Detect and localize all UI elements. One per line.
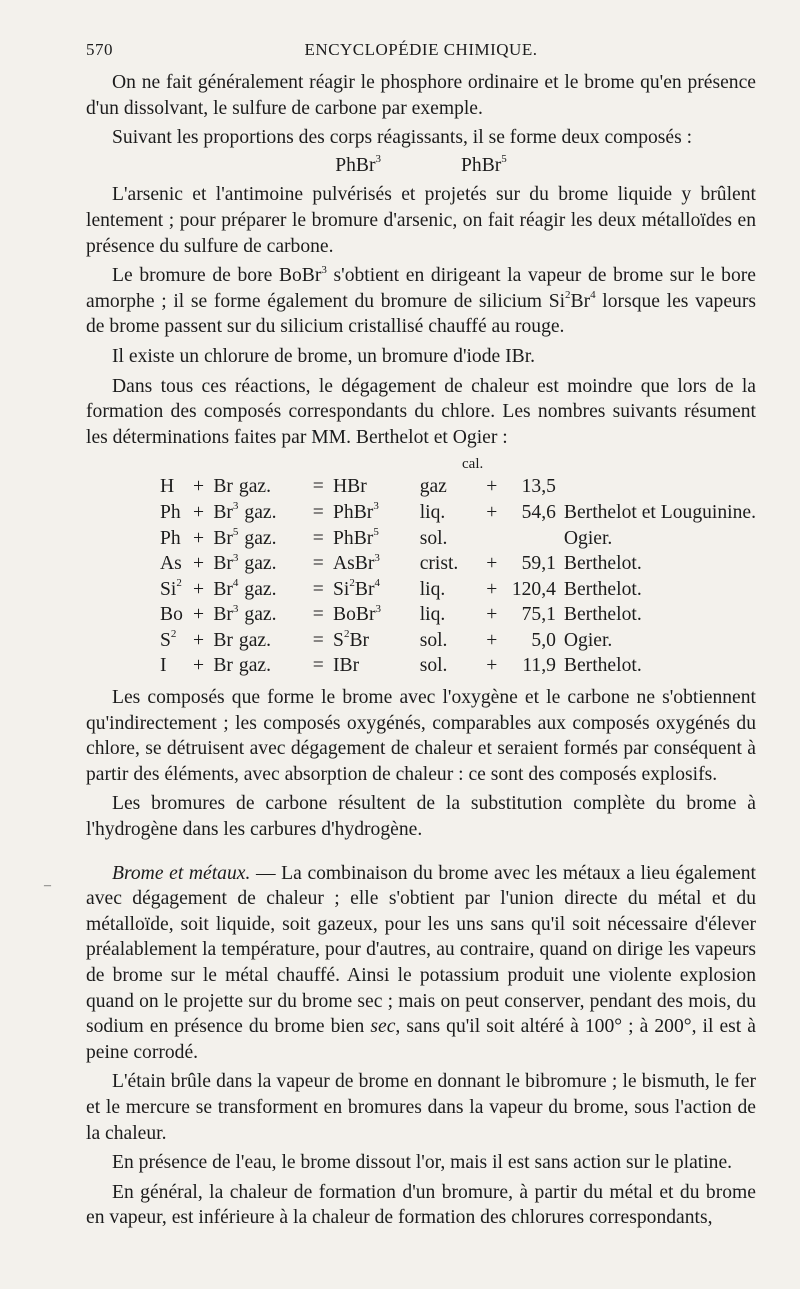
text-run: +: [486, 553, 498, 575]
text-run: PhBr: [333, 527, 374, 549]
text-run: +: [193, 655, 205, 677]
text-run: 59,1: [521, 553, 556, 575]
state-cell: [420, 526, 479, 552]
paragraph: En présence de l'eau, le brome dissout l'or, mais il est sans action sur le platine.: [112, 1152, 733, 1174]
text-run: 11,9: [522, 655, 556, 677]
equals-cell: [304, 526, 333, 552]
table-row: [160, 526, 756, 552]
text-run: Le bromure de bore BoBr: [112, 265, 322, 287]
text-run: Br: [570, 290, 591, 312]
element-cell: [160, 653, 184, 679]
sup: 4: [232, 577, 239, 590]
author-cell: [564, 526, 756, 552]
value-cell: [505, 551, 564, 577]
margin-mark: –: [44, 878, 51, 893]
element-cell: [160, 551, 184, 577]
text-run: , sans qu'il soit altéré à 100° ; à 200°, il est à peine corrodé.: [86, 1016, 756, 1063]
text-run: Berthelot.: [563, 604, 642, 626]
author-cell: [564, 653, 756, 679]
text-run: BoBr: [333, 604, 376, 626]
paragraph: Les bromures de carbone résultent de la substitution complète du brome à l'hydrogène dans les carbures d'hydrogène.: [86, 793, 756, 841]
text-run: Si: [333, 578, 350, 600]
state-cell: [420, 577, 479, 603]
running-title: ENCYCLOPÉDIE CHIMIQUE.: [304, 40, 538, 59]
text-run: crist.: [419, 553, 459, 575]
paragraph: L'arsenic et l'antimoine pulvérisés et projetés sur du brome liquide y brûlent lentement ; pour préparer le bromure d'arsenic, on fait réagir les deux métalloïdes en présence du sulfure de carbone.: [86, 184, 756, 257]
reagent-cell: [213, 602, 303, 628]
sup: 5: [232, 525, 239, 538]
text-run: S: [333, 629, 344, 651]
text-run: Ogier.: [563, 527, 613, 549]
text-run: lorsque les vapeurs de brome passent sur du silicium cristallisé chauffé au rouge.: [86, 290, 757, 338]
text-run: 120,4: [511, 578, 556, 600]
text-run: As: [160, 553, 182, 575]
sup: 2: [170, 628, 177, 641]
product-cell: [333, 551, 420, 577]
text-run: sol.: [419, 655, 448, 677]
text-run: =: [312, 604, 324, 626]
text-run: gaz: [419, 476, 447, 498]
reagent-cell: [213, 628, 303, 654]
state-cell: [420, 602, 479, 628]
author-cell: [564, 628, 756, 654]
text-run: =: [312, 501, 324, 523]
sup: 4: [374, 577, 380, 590]
sup: 2: [349, 577, 355, 590]
plus-cell: [184, 474, 213, 500]
sup: 3: [321, 263, 327, 276]
sup: 4: [590, 289, 596, 302]
author-cell: [564, 551, 756, 577]
text-run: Br: [349, 629, 370, 651]
text-run: +: [486, 655, 498, 677]
sup: 2: [343, 628, 350, 641]
state-cell: [420, 474, 479, 500]
text-run: Br: [213, 476, 233, 498]
page-header: [86, 40, 756, 64]
plus-cell: [184, 526, 213, 552]
sup: 3: [373, 500, 379, 513]
sup: 3: [375, 602, 381, 615]
text-run: =: [312, 527, 324, 549]
table-row: [160, 577, 756, 603]
element-cell: [160, 526, 184, 552]
text-run: gaz.: [244, 604, 277, 626]
state-cell: [420, 500, 479, 526]
text-run: =: [312, 476, 324, 498]
formula: [335, 153, 381, 179]
product-cell: [333, 602, 420, 628]
formula-line: [86, 153, 756, 179]
text-run: gaz.: [238, 655, 271, 677]
sign-cell: [479, 602, 505, 628]
formula-sup: 5: [501, 153, 507, 166]
text-run: gaz.: [238, 629, 271, 651]
paragraph: Les composés que forme le brome avec l'oxygène et le carbone ne s'obtiennent qu'indirectement ; les composés oxygénés, comparables aux composés oxygénés du chlore, se détruisent avec dégagement de chaleur et seraient formés par conséquent à partir des éléments, avec absorption de chaleur : ce sont des composés explosifs.: [86, 687, 756, 785]
value-cell: [505, 577, 564, 603]
formula-sup: 3: [375, 153, 381, 166]
thermochemistry-table: [160, 474, 756, 679]
sign-cell: [479, 474, 505, 500]
text-run: Berthelot.: [563, 655, 642, 677]
product-cell: [333, 526, 420, 552]
reagent-cell: [213, 551, 303, 577]
element-cell: [160, 500, 184, 526]
text-run: s'obtient en dirigeant la vapeur de brome sur le bore amorphe ; il se forme également du bromure de silicium Si: [86, 265, 756, 312]
text-run: liq.: [419, 578, 446, 600]
italic-word: sec: [370, 1016, 396, 1038]
text-run: +: [193, 629, 205, 651]
sign-cell: [479, 551, 505, 577]
plus-cell: [184, 577, 213, 603]
value-cell: [505, 500, 564, 526]
text-run: Bo: [160, 604, 183, 626]
text-run: — La combinaison du brome avec les métaux a lieu également avec dégagement de chaleur ; elle s'obtient par l'union directe du métal et du métalloïde, soit liquide, soit gazeux, pour les uns sans qu'il soit nécessaire d'élever préalablement la température, pour d'autres, au contraire, quand on dirige les vapeurs de brome sur le métal chauffé. Ainsi le potassium produit une violente explosion quand on le projette sur du brome sec ; mais on peut conserver, pendant des mois, du sodium en présence du brome bien: [86, 862, 756, 1038]
text-run: IBr: [333, 655, 360, 677]
paragraph: En général, la chaleur de formation d'un bromure, à partir du métal et du brome en vapeur, est inférieure à la chaleur de formation des chlorures correspondants,: [86, 1181, 756, 1229]
text-run: Berthelot.: [563, 578, 642, 600]
author-cell: [564, 602, 756, 628]
reagent-cell: [213, 577, 303, 603]
text-run: Br: [213, 578, 233, 600]
text-run: +: [486, 501, 498, 523]
paragraph: [86, 263, 756, 340]
unit-label: cal.: [462, 456, 484, 473]
sup: 3: [232, 551, 239, 564]
text-run: I: [160, 655, 167, 677]
reagent-cell: [213, 653, 303, 679]
author-cell: [564, 500, 756, 526]
author-cell: [564, 577, 756, 603]
equals-cell: [304, 602, 333, 628]
state-cell: [420, 628, 479, 654]
paragraph: On ne fait généralement réagir le phosphore ordinaire et le brome qu'en présence d'un dissolvant, le sulfure de carbone par exemple.: [86, 72, 756, 119]
text-run: Berthelot.: [563, 553, 642, 575]
paragraph: [86, 861, 756, 1066]
product-cell: [333, 577, 420, 603]
table-row: [160, 653, 756, 679]
product-cell: [333, 500, 420, 526]
product-cell: [333, 653, 420, 679]
sign-cell: [479, 500, 505, 526]
table-row: [160, 602, 756, 628]
text-run: PhBr: [333, 501, 374, 523]
plus-cell: [184, 628, 213, 654]
formula-base: PhBr: [461, 154, 502, 176]
text-run: +: [193, 604, 205, 626]
text-run: Ph: [160, 501, 181, 523]
sign-cell: [479, 577, 505, 603]
text-run: Br: [213, 604, 233, 626]
text-run: sol.: [419, 527, 448, 549]
sign-cell: [479, 653, 505, 679]
text-run: Br: [213, 527, 233, 549]
sup: 2: [176, 577, 182, 590]
text-run: 54,6: [521, 501, 556, 523]
reagent-cell: [213, 474, 303, 500]
sup: 5: [373, 525, 379, 538]
plus-cell: [184, 653, 213, 679]
text-run: 13,5: [521, 476, 556, 498]
paragraph: Il existe un chlorure de brome, un bromure d'iode IBr.: [112, 345, 536, 367]
text-run: Br: [213, 553, 233, 575]
text-run: Si: [160, 578, 177, 600]
text-run: Br: [213, 501, 233, 523]
text-run: +: [486, 578, 498, 600]
text-run: =: [312, 578, 324, 600]
element-cell: [160, 474, 184, 500]
text-run: gaz.: [238, 476, 271, 498]
text-run: =: [312, 655, 324, 677]
text-run: sol.: [419, 629, 448, 651]
text-run: liq.: [419, 604, 446, 626]
text-run: gaz.: [244, 501, 277, 523]
table-row: [160, 628, 756, 654]
text-run: Br: [213, 655, 233, 677]
text-run: +: [193, 553, 205, 575]
text-run: gaz.: [244, 553, 277, 575]
table-row: [160, 551, 756, 577]
state-cell: [420, 551, 479, 577]
value-cell: [505, 628, 564, 654]
value-cell: [505, 602, 564, 628]
equals-cell: [304, 653, 333, 679]
element-cell: [160, 602, 184, 628]
element-cell: [160, 628, 184, 654]
text-run: S: [160, 629, 171, 651]
product-cell: [333, 474, 420, 500]
plus-cell: [184, 500, 213, 526]
text-run: +: [486, 476, 498, 498]
equals-cell: [304, 628, 333, 654]
text-run: +: [486, 604, 498, 626]
formula: [461, 153, 507, 179]
formula-base: PhBr: [335, 154, 376, 176]
text-run: =: [312, 553, 324, 575]
equals-cell: [304, 551, 333, 577]
table-row: [160, 474, 756, 500]
sign-cell: [479, 628, 505, 654]
sup: 3: [232, 500, 239, 513]
product-cell: [333, 628, 420, 654]
sup: 3: [232, 602, 239, 615]
text-run: AsBr: [333, 553, 375, 575]
text-run: H: [160, 476, 175, 498]
equals-cell: [304, 474, 333, 500]
paragraph: L'étain brûle dans la vapeur de brome en donnant le bibromure ; le bismuth, le fer et le mercure se transforment en bromures dans la vapeur du brome, sous l'action de la chaleur.: [86, 1071, 756, 1144]
author-cell: [564, 474, 756, 500]
body-text: [86, 70, 756, 1231]
sup: 3: [374, 551, 380, 564]
text-run: +: [193, 501, 205, 523]
paragraph: Dans tous ces réactions, le dégagement de chaleur est moindre que lors de la formation des composés correspondants du chlore. Les nombres suivants résument les déterminations faites par MM. Berthelot et Ogier :: [86, 375, 756, 448]
page-number: 570: [86, 40, 113, 59]
sup: 2: [565, 289, 571, 302]
text-run: gaz.: [244, 527, 277, 549]
text-run: 5,0: [531, 629, 556, 651]
text-run: Berthelot et Louguinine.: [563, 501, 756, 523]
equals-cell: [304, 577, 333, 603]
equals-cell: [304, 500, 333, 526]
text-run: HBr: [333, 476, 367, 498]
text-run: gaz.: [244, 578, 277, 600]
text-run: Ogier.: [563, 629, 613, 651]
paragraph: Suivant les proportions des corps réagissants, il se forme deux composés :: [112, 127, 693, 149]
reagent-cell: [213, 500, 303, 526]
text-run: Br: [213, 629, 233, 651]
value-cell: [505, 474, 564, 500]
section-heading-italic: Brome et métaux.: [112, 862, 251, 884]
plus-cell: [184, 551, 213, 577]
text-run: +: [193, 527, 205, 549]
text-run: +: [193, 476, 205, 498]
value-cell: [505, 526, 564, 552]
text-run: Br: [354, 578, 375, 600]
table-row: [160, 500, 756, 526]
sign-cell: [479, 526, 505, 552]
element-cell: [160, 577, 184, 603]
text-run: +: [486, 629, 498, 651]
text-run: 75,1: [521, 604, 556, 626]
value-cell: [505, 653, 564, 679]
plus-cell: [184, 602, 213, 628]
reagent-cell: [213, 526, 303, 552]
text-run: =: [312, 629, 324, 651]
text-run: Ph: [160, 527, 181, 549]
text-run: liq.: [419, 501, 446, 523]
text-run: +: [193, 578, 205, 600]
state-cell: [420, 653, 479, 679]
